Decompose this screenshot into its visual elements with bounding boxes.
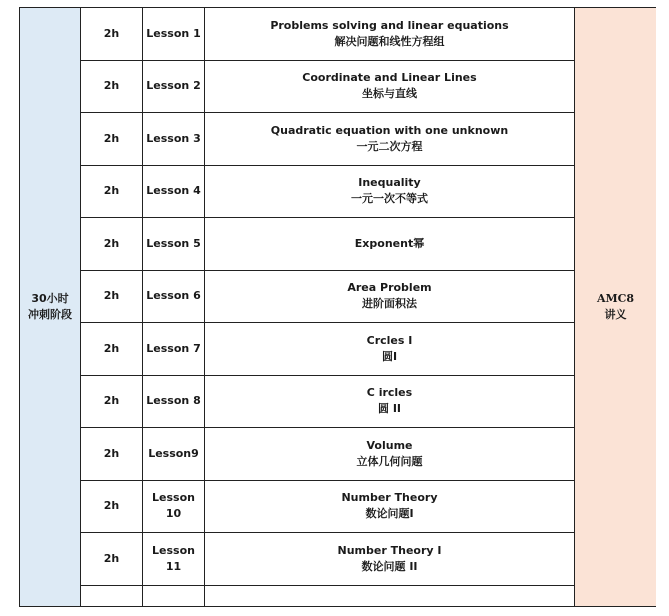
table-row [20,165,657,218]
lesson-cell: Lesson 11 [143,533,205,586]
table-row [20,323,657,376]
table-row [20,8,657,61]
lesson-cell: Lesson 2 [143,60,205,113]
topic-zh: 坐标与直线 [362,87,417,101]
topic-en: Crcles I [366,333,413,347]
hours-cell: 2h [81,428,143,481]
topic-en: Number Theory I [337,543,442,557]
lesson-cell: Lesson 8 [143,375,205,428]
table-row [20,533,657,586]
lesson-cell: Lesson 3 [143,113,205,166]
table-row [20,270,657,323]
hours-cell: 2h [81,8,143,61]
topic-en: Quadratic equation with one unknown [270,123,509,137]
hours-cell: 2h [81,270,143,323]
topic-zh: 解决问题和线性方程组 [334,34,445,48]
hours-cell-empty [81,585,143,606]
topic-zh: 数论问题 II [361,559,418,573]
hours-cell: 2h [81,480,143,533]
topic-zh: 数论问题I [365,507,414,521]
topic-zh: 一元一次不等式 [351,192,428,206]
hours-cell: 2h [81,375,143,428]
material-cell [575,8,657,607]
topic-en: Inequality [358,176,421,190]
topic-en: Area Problem [347,281,432,295]
hours-cell: 2h [81,165,143,218]
topic-en: Exponent幂 [354,236,425,250]
stage-line-2: 冲刺阶段 [28,307,72,321]
topic-cell [205,8,575,61]
lesson-cell: Lesson 10 [143,480,205,533]
topic-cell [205,480,575,533]
hours-cell: 2h [81,323,143,376]
table-row [20,113,657,166]
table-row [20,480,657,533]
topic-en: Coordinate and Linear Lines [302,71,477,85]
topic-cell [205,218,575,271]
lesson-cell: Lesson 6 [143,270,205,323]
stage-line-1: 30小时 [31,291,69,305]
lesson-cell: Lesson 5 [143,218,205,271]
lesson-cell: Lesson9 [143,428,205,481]
topic-en: Volume [366,438,413,452]
table-row-partial [20,585,657,606]
material-line-2: 讲义 [604,307,627,321]
topic-cell [205,533,575,586]
topic-zh: 进阶面积法 [362,297,417,311]
table-row [20,218,657,271]
topic-cell [205,375,575,428]
page-edge [656,0,669,616]
hours-cell: 2h [81,218,143,271]
course-schedule-table [19,7,657,607]
hours-cell: 2h [81,113,143,166]
topic-cell [205,270,575,323]
table-row [20,428,657,481]
lesson-cell: Lesson 7 [143,323,205,376]
lesson-cell: Lesson 1 [143,8,205,61]
topic-en: Number Theory [341,491,438,505]
topic-zh: 一元二次方程 [356,139,423,153]
topic-en: C ircles [366,386,413,400]
topic-cell [205,323,575,376]
topic-zh: 立体几何问题 [356,454,423,468]
topic-zh: 圆I [381,349,398,363]
topic-zh: 圆 II [377,402,401,416]
topic-cell-empty [205,585,575,606]
topic-cell [205,165,575,218]
topic-cell [205,113,575,166]
lesson-cell: Lesson 4 [143,165,205,218]
topic-en: Problems solving and linear equations [270,18,509,32]
material-line-1: AMC8 [596,291,635,305]
table-row [20,375,657,428]
topic-cell [205,60,575,113]
table-row [20,60,657,113]
lesson-cell-empty [143,585,205,606]
topic-cell [205,428,575,481]
stage-cell [20,8,81,607]
hours-cell: 2h [81,533,143,586]
hours-cell: 2h [81,60,143,113]
